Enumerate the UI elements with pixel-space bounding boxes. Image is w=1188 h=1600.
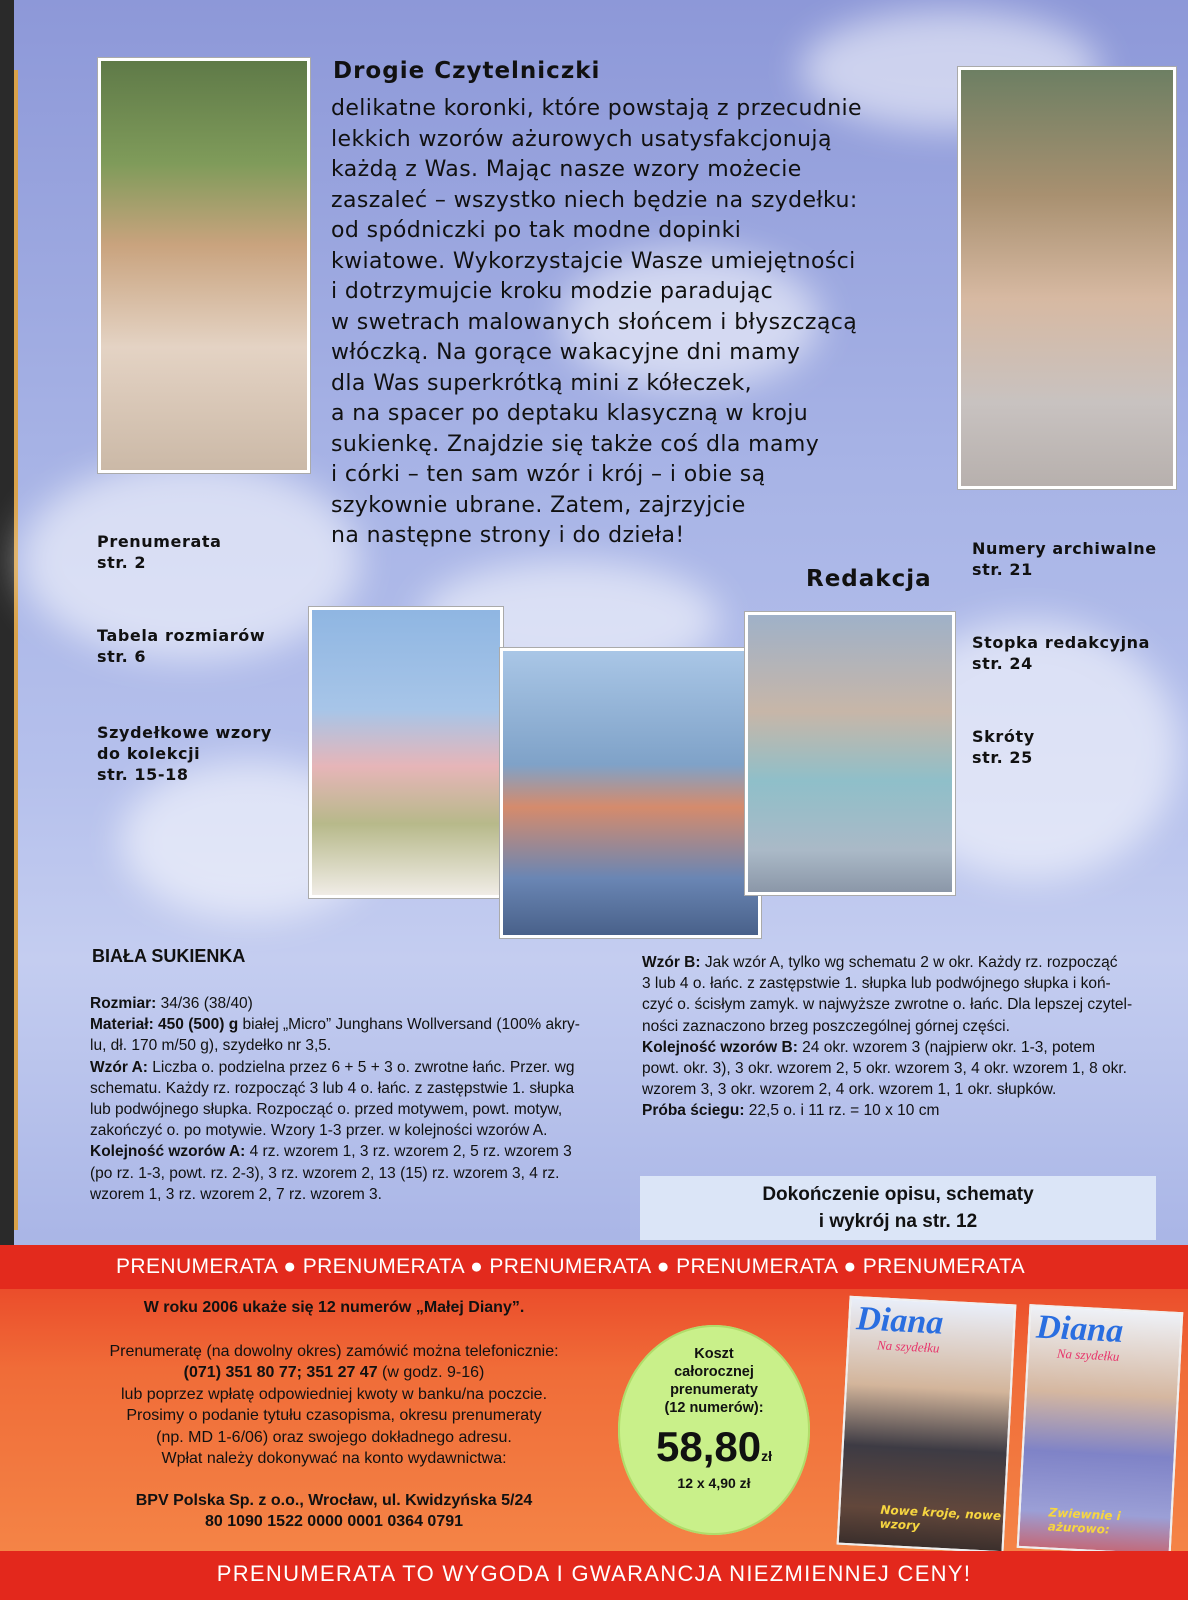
photo-pink-top	[309, 607, 503, 898]
subscription-footer: PRENUMERATA TO WYGODA I GWARANCJA NIEZMIENNEJ CENY!	[0, 1551, 1188, 1600]
scan-edge-strip	[14, 70, 18, 1230]
toc-page: str. 25	[972, 748, 1033, 767]
signature: Redakcja	[806, 566, 932, 592]
photo-fringe-jacket	[958, 67, 1176, 489]
toc-title: Skróty	[972, 727, 1035, 746]
toc-title: Stopka redakcyjna	[972, 633, 1151, 652]
intro-line: a na spacer po deptaku klasyczną w kroju	[331, 401, 809, 426]
note-line: i wykrój na str. 12	[818, 1211, 978, 1232]
toc-item-prenumerata[interactable]	[97, 531, 222, 573]
cover-tagline: Nowe kroje, nowe wzory	[879, 1502, 1002, 1533]
label: Wzór B:	[642, 954, 701, 971]
text-line: powt. okr. 3), 3 okr. wzorem 2, 5 okr. wzorem 3, 4 okr. wzorem 1, 8 okr.	[642, 1060, 1127, 1078]
intro-line: włóczką. Na gorące wakacyjne dni mamy	[331, 340, 801, 365]
price-label: całorocznej	[674, 1364, 754, 1380]
text-line: Wpłat należy dokonywać na konto wydawnictwa:	[161, 1450, 507, 1467]
photo-mother-daughter	[500, 648, 761, 938]
toc-page: str. 15-18	[97, 765, 189, 784]
intro-body	[331, 94, 931, 552]
pattern-title: BIAŁA SUKIENKA	[92, 946, 246, 966]
label: Kolejność wzorów B:	[642, 1038, 798, 1056]
intro-line: zaszaleć – wszystko niech będzie na szydełku:	[331, 187, 858, 213]
value: 4 rz. wzorem 1, 3 rz. wzorem 2, 5 rz. wzorem 3	[245, 1143, 572, 1161]
price-label: prenumeraty	[670, 1382, 758, 1398]
toc-item-szydelkowe-wzory[interactable]	[97, 722, 272, 785]
intro-title: Drogie Czytelniczki	[333, 58, 601, 84]
magazine-cover	[1017, 1304, 1184, 1556]
intro-line: i córki – ten sam wzór i krój – i obie są	[331, 462, 766, 487]
label: Próba ściegu:	[642, 1102, 745, 1120]
text-line: (po rz. 1-3, powt. rz. 2-3), 3 rz. wzorem 2, 13 (15) rz. wzorem 3, 4 rz.	[90, 1164, 560, 1182]
text-line: (np. MD 1-6/06) oraz swojego dokładnego adresu.	[156, 1428, 512, 1446]
toc-item-numery-archiwalne[interactable]	[972, 538, 1157, 580]
value: 22,5 o. i 11 rz. = 10 x 10 cm	[744, 1102, 940, 1120]
label: Wzór A:	[90, 1058, 148, 1076]
price-value: 58,80	[656, 1423, 762, 1470]
intro-line: dla Was superkrótką mini z kółeczek,	[331, 370, 753, 396]
text-line: wzorem 3, 3 okr. wzorem 2, 4 ork. wzorem 1, 1 okr. słupków.	[642, 1081, 1057, 1099]
text-line: lub poprzez wpłatę odpowiedniej kwoty w banku/na poczcie.	[120, 1385, 548, 1403]
cover-logo: Diana	[855, 1300, 945, 1342]
intro-line: delikatne koronki, które powstają z przecudnie	[331, 96, 862, 121]
currency: zł	[761, 1448, 772, 1464]
toc-title: Prenumerata	[97, 532, 222, 551]
toc-page: str. 24	[972, 654, 1033, 673]
toc-title: do kolekcji	[97, 744, 201, 763]
label: Materiał: 450 (500) g	[90, 1016, 239, 1034]
cover-subtitle: Na szydełku	[876, 1337, 940, 1356]
photo-crochet-cardigan	[98, 58, 310, 473]
price-label: Koszt	[694, 1346, 734, 1362]
value: 34/36 (38/40)	[156, 995, 253, 1012]
toc-page: str. 21	[972, 560, 1033, 579]
intro-line: kwiatowe. Wykorzystajcie Wasze umiejętności	[331, 248, 856, 274]
text-line: ności zaznaczono brzeg poszczególnej górnej części.	[642, 1017, 1010, 1035]
text-line: zakończyć o. po motywie. Wzory 1-3 przer. w kolejności wzorów A.	[90, 1122, 548, 1140]
text-line: Prosimy o podanie tytułu czasopisma, okresu prenumeraty	[126, 1407, 542, 1424]
subscription-headline: W roku 2006 ukaże się 12 numerów „Małej Diany”.	[143, 1299, 525, 1316]
price-badge	[618, 1325, 810, 1535]
price-label: (12 numerów):	[664, 1400, 764, 1416]
text-line: lu, dł. 170 m/50 g), szydełko nr 3,5.	[90, 1037, 332, 1055]
continuation-note	[640, 1176, 1156, 1240]
subscription-info	[74, 1297, 594, 1533]
toc-item-stopka-redakcyjna[interactable]	[972, 632, 1150, 674]
text-line: (w godz. 9-16)	[377, 1364, 485, 1381]
intro-line: na następne strony i do dzieła!	[331, 523, 685, 548]
toc-page: str. 6	[97, 647, 147, 666]
value: białej „Micro” Junghans Wollversand (100% akry-	[238, 1016, 580, 1034]
bank-account: 80 1090 1522 0000 0001 0364 0791	[204, 1513, 464, 1530]
magazine-cover	[837, 1296, 1017, 1553]
toc-title: Numery archiwalne	[972, 539, 1157, 558]
intro-line: od spódniczki po tak modne dopinki	[331, 218, 742, 243]
phone-numbers[interactable]: (071) 351 80 77; 351 27 47	[183, 1364, 378, 1381]
toc-item-tabela-rozmiarow[interactable]	[97, 625, 265, 667]
text-line: wzorem 1, 3 rz. wzorem 2, 7 rz. wzorem 3.	[90, 1185, 382, 1203]
value: Liczba o. podzielna przez 6 + 5 + 3 o. zwrotne łańc. Przer. wg	[147, 1058, 575, 1076]
cover-subtitle: Na szydełku	[1056, 1345, 1120, 1364]
text-line: lub podwójnego słupka. Rozpocząć o. przed motywem, powt. motyw,	[90, 1101, 563, 1119]
note-line: Dokończenie opisu, schematy	[762, 1184, 1034, 1205]
value: 24 okr. wzorem 3 (najpierw okr. 1-3, potem	[797, 1038, 1096, 1056]
intro-line: sukienkę. Znajdzie się także coś dla mamy	[331, 431, 820, 457]
text-line: 3 lub 4 o. łańc. z zastępstwie 1. słupka lub podwójnego słupka i koń-	[642, 975, 1111, 993]
text-line: czyć o. ścisłym zamyk. w najwyższe zwrotne o. łańc. Dla lepszej czytel-	[642, 996, 1133, 1014]
toc-page: str. 2	[97, 553, 147, 572]
pattern-description-left	[90, 993, 580, 1205]
company-address: BPV Polska Sp. z o.o., Wrocław, ul. Kwidzyńska 5/24	[135, 1491, 533, 1509]
value: Jak wzór A, tylko wg schematu 2 w okr. Każdy rz. rozpocząć	[700, 954, 1118, 971]
label: Rozmiar:	[90, 995, 157, 1012]
price-calculation: 12 x 4,90 zł	[677, 1475, 751, 1491]
pattern-description-right	[642, 952, 1132, 1122]
text-line: Prenumeratę (na dowolny okres) zamówić można telefonicznie:	[109, 1342, 559, 1360]
intro-line: w swetrach malowanych słońcem i błyszczącą	[331, 309, 858, 335]
intro-line: lekkich wzorów ażurowych usatysfakcjonują	[331, 126, 832, 152]
label: Kolejność wzorów A:	[90, 1143, 246, 1161]
cover-tagline: Zwiewnie i ażurowo:	[1047, 1505, 1122, 1537]
intro-line: szykownie ubrane. Zatem, zajrzyjcie	[331, 492, 746, 518]
photo-blue-shawl	[745, 612, 955, 895]
text-line: schematu. Każdy rz. rozpocząć 3 lub 4 o. łańc. z zastępstwie 1. słupka	[90, 1079, 575, 1097]
intro-line: każdą z Was. Mając nasze wzory możecie	[331, 157, 802, 182]
cover-logo: Diana	[1035, 1308, 1125, 1351]
subscription-banner: PRENUMERATA ● PRENUMERATA ● PRENUMERATA ● PRENUMERATA ● PRENUMERATA	[0, 1245, 1188, 1289]
toc-title: Tabela rozmiarów	[97, 626, 266, 645]
toc-title: Szydełkowe wzory	[97, 723, 272, 742]
intro-line: i dotrzymujcie kroku modzie paradując	[331, 279, 774, 304]
toc-item-skroty[interactable]	[972, 726, 1035, 768]
